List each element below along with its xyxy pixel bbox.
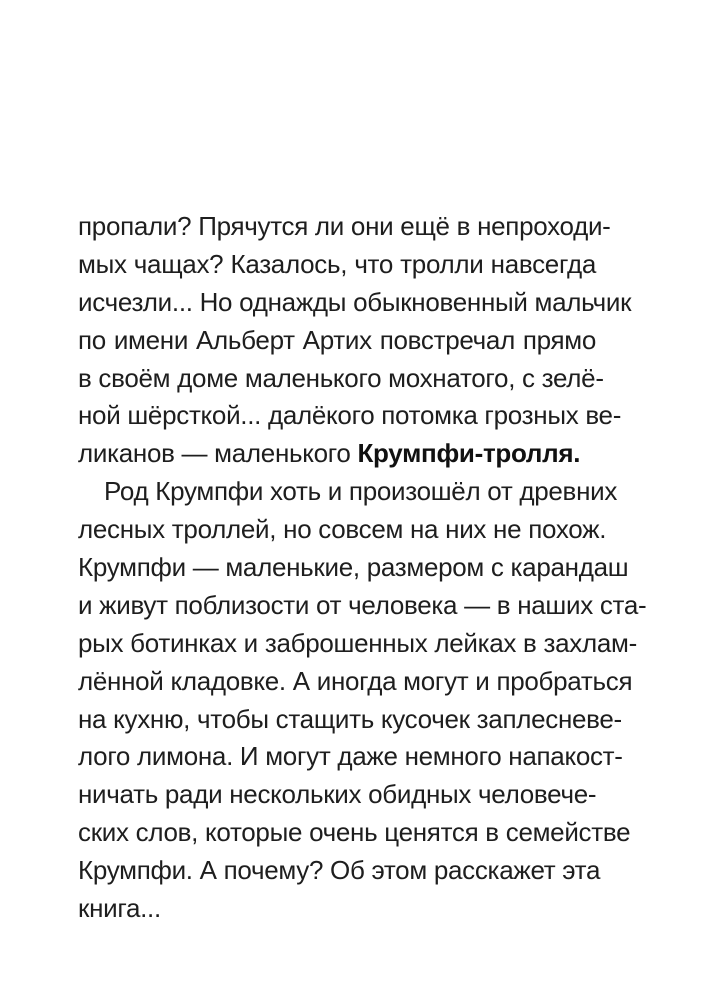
text-line: лённой кладовке. А иногда могут и пробраться (78, 665, 633, 696)
book-page-text (78, 208, 647, 928)
text-line-final (78, 435, 596, 473)
text-line: Род Крумпфи хоть и произошёл от древних (104, 476, 618, 507)
text-plain: ликанов — маленького (78, 438, 358, 469)
text-line: ной шёрсткой... далёкого потомка грозных ве- (78, 400, 622, 431)
text-line: Крумпфи. А почему? Об этом расскажет эта (78, 855, 601, 886)
text-line: Крумпфи — маленькие, размером с карандаш (78, 552, 629, 583)
text-line: в своём доме маленького мохнатого, с зелё- (78, 362, 604, 393)
text-line: ских слов, которые очень ценятся в семействе (78, 817, 631, 848)
text-line: рых ботинках и заброшенных лейках в захлам- (78, 627, 637, 658)
text-line: по имени Альберт Артих повстречал прямо (78, 324, 596, 355)
text-line: на кухню, чтобы стащить кусочек заплесневе- (78, 703, 622, 734)
text-line: мых чащах? Казалось, что тролли навсегда (78, 248, 596, 279)
text-line: ничать ради нескольких обидных человече- (78, 779, 597, 810)
paragraph-2 (78, 473, 647, 928)
text-line: пропали? Прячутся ли они ещё в непроходи- (78, 211, 611, 241)
emphasized-title: Крумпфи-тролля. (357, 438, 581, 469)
text-line: и живут поблизости от человека — в наших ста- (78, 589, 647, 620)
text-line: исчезли... Но однажды обыкновенный мальчик (78, 286, 632, 317)
text-line: лого лимона. И могут даже немного напакост- (78, 741, 623, 772)
text-line-final: книга... (78, 893, 161, 924)
text-line: лесных троллей, но совсем на них не похож. (78, 514, 607, 545)
paragraph-1 (78, 208, 632, 473)
